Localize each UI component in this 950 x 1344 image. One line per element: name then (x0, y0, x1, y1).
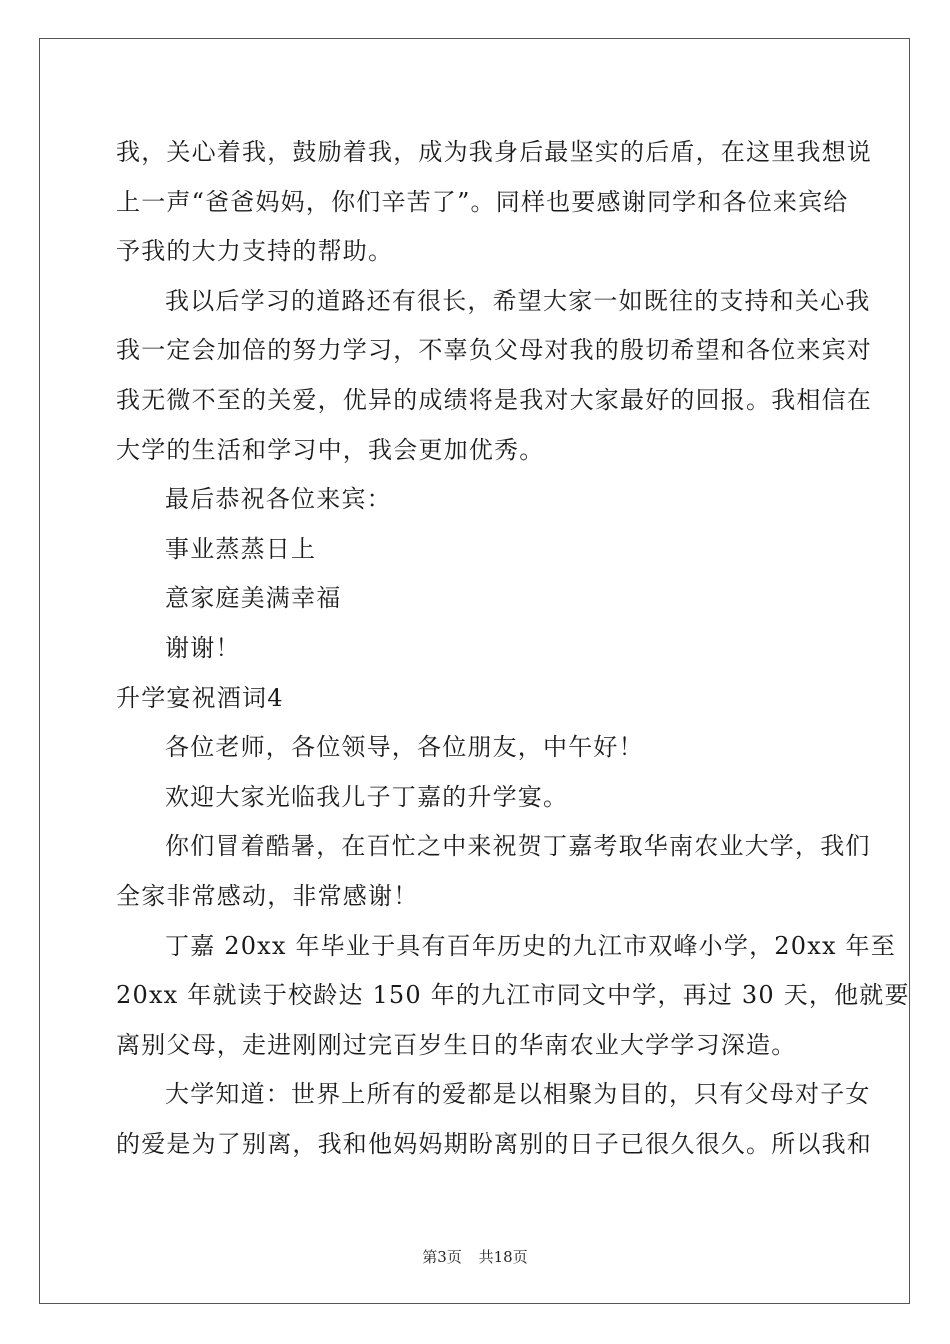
text-line: 事业蒸蒸日上 (165, 534, 317, 563)
text-line: 全家非常感动，非常感谢！ (116, 881, 419, 910)
text-line: 我无微不至的关爱，优异的成绩将是我对大家最好的回报。我相信在 (116, 385, 872, 414)
text-line: 大学知道：世界上所有的爱都是以相聚为目的，只有父母对子女 (165, 1080, 871, 1109)
text-line: 我，关心着我，鼓励着我，成为我身后最坚实的后盾，在这里我想说 (116, 138, 872, 166)
text-line: 离别父母，走进刚刚过完百岁生日的华南农业大学学习深造。 (116, 1030, 797, 1059)
paragraph-group-2 (116, 723, 910, 1169)
paragraph-group-1 (116, 128, 872, 674)
paragraph (116, 822, 871, 921)
text-line: 我以后学习的道路还有很长，希望大家一如既往的支持和关心我 (165, 286, 871, 315)
text-line: 予我的大力支持的帮助。 (116, 237, 394, 266)
text-line: 意家庭美满幸福 (165, 584, 342, 613)
text-line: 谢谢！ (165, 633, 241, 662)
paragraph (116, 624, 832, 674)
page-total: 共18页 (478, 1248, 528, 1266)
paragraph (116, 525, 832, 575)
document-body (116, 128, 910, 1169)
page-footer (0, 1246, 950, 1267)
paragraph (116, 277, 872, 475)
section-title: 升学宴祝酒词4 (116, 683, 284, 712)
paragraph (116, 773, 832, 823)
paragraph (116, 128, 872, 277)
text-line: 你们冒着酷暑，在百忙之中来祝贺丁嘉考取华南农业大学，我们 (165, 832, 871, 861)
text-line: 我一定会加倍的努力学习，不辜负父母对我的殷切希望和各位来宾对 (116, 336, 872, 365)
text-line: 20xx 年就读于校龄达 150 年的九江市同文中学，再过 30 天，他就要 (116, 981, 910, 1010)
paragraph (116, 574, 832, 624)
text-line: 丁嘉 20xx 年毕业于具有百年历史的九江市双峰小学，20xx 年至 (165, 931, 896, 960)
paragraph (116, 723, 832, 773)
text-line: 大学的生活和学习中，我会更加优秀。 (116, 435, 545, 464)
paragraph (116, 1070, 872, 1169)
paragraph (116, 922, 910, 1071)
text-line: 最后恭祝各位来宾： (165, 485, 392, 514)
text-line: 欢迎大家光临我儿子丁嘉的升学宴。 (165, 782, 569, 811)
text-line: 的爱是为了别离，我和他妈妈期盼离别的日子已很久很久。所以我和 (116, 1129, 872, 1158)
text-line: 上一声“爸爸妈妈，你们辛苦了”。同样也要感谢同学和各位来宾给 (116, 187, 849, 216)
page-number: 第3页 (422, 1248, 462, 1266)
paragraph (116, 475, 832, 525)
text-line: 各位老师，各位领导，各位朋友，中午好！ (165, 733, 644, 762)
